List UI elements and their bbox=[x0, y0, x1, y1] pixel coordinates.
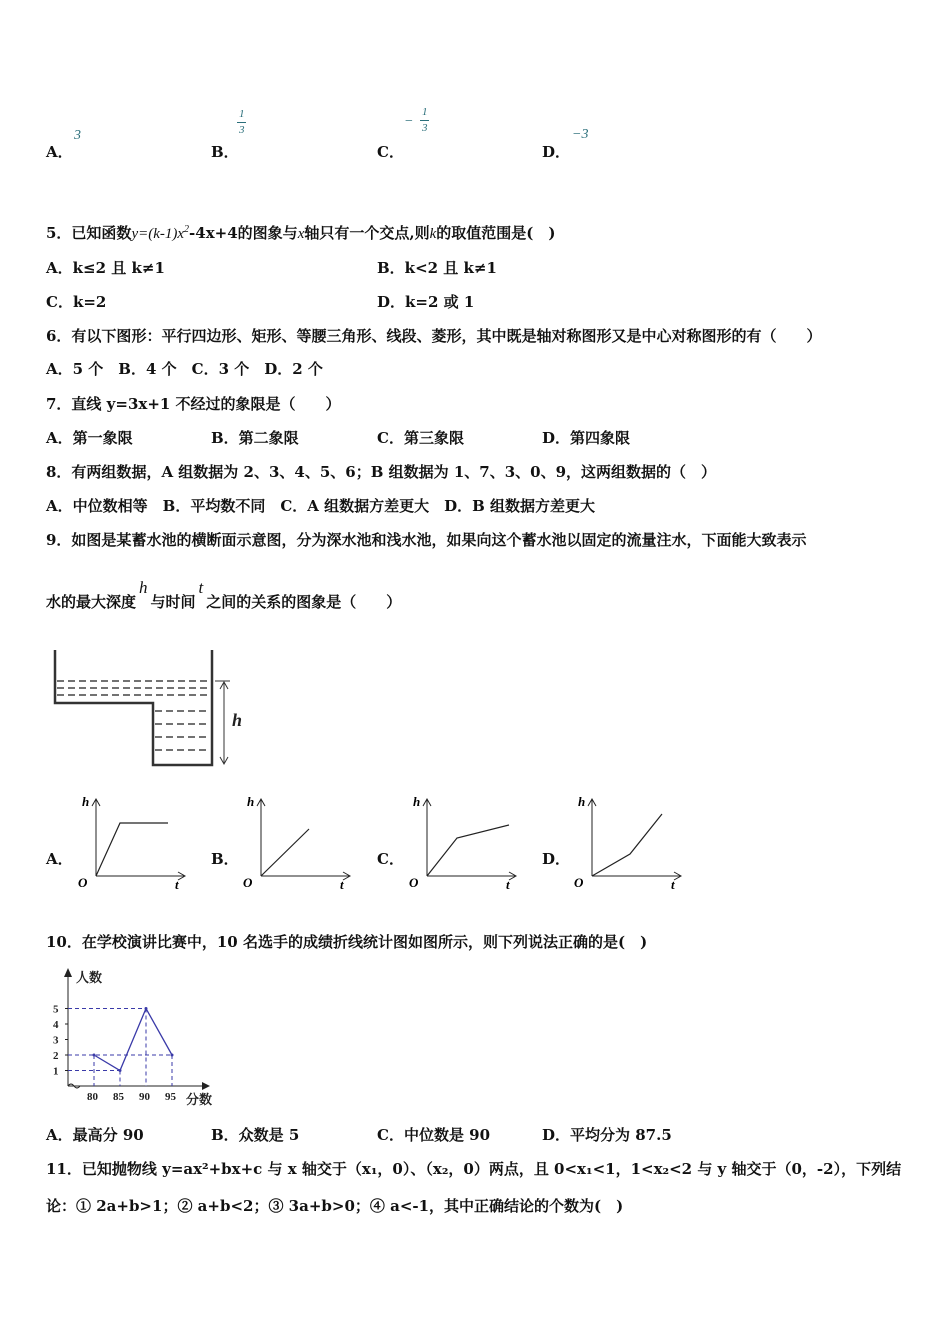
q4-option-b-label: B． bbox=[211, 143, 239, 161]
q10-option-d: D．平均分为 87.5 bbox=[542, 1126, 672, 1144]
q9-stem-part-b: 与时间 bbox=[150, 593, 196, 611]
chart-series-line bbox=[94, 1009, 172, 1071]
score-line-chart bbox=[44, 962, 224, 1112]
question-11-stem-line-2: 论：① 2a+b>1；② a+b<2；③ 3a+b>0；④ a<-1，其中正确结论的个数为( ) bbox=[46, 1197, 624, 1215]
q4-option-c-sign: − bbox=[405, 114, 413, 129]
q9-a-axis-t: t bbox=[175, 877, 179, 892]
q9-option-c-graph bbox=[403, 788, 523, 893]
chart-x-tick-label: 85 bbox=[113, 1091, 124, 1103]
q5-k-variable: k bbox=[429, 226, 437, 242]
q10-option-a: A．最高分 90 bbox=[46, 1126, 144, 1144]
chart-x-tick-label: 95 bbox=[165, 1091, 176, 1103]
chart-y-axis-arrow bbox=[64, 968, 72, 977]
q6-options: A．5 个 B．4 个 C．3 个 D．2 个 bbox=[46, 360, 323, 378]
question-7-stem: 7．直线 y=3x+1 不经过的象限是（ ） bbox=[46, 395, 341, 413]
question-5-stem bbox=[46, 222, 555, 243]
q5-option-a: A．k≤2 且 k≠1 bbox=[46, 259, 165, 277]
q10-option-b: B．众数是 5 bbox=[211, 1126, 300, 1144]
chart-y-tick-label: 1 bbox=[53, 1065, 59, 1078]
q5-stem-prefix: 5．已知函数 bbox=[46, 224, 132, 242]
q7-option-b: B．第二象限 bbox=[211, 429, 299, 447]
q4-option-d-label: D． bbox=[542, 143, 571, 161]
question-11-stem-line-1: 11．已知抛物线 y=ax²+bx+c 与 x 轴交于（x₁，0）、（x₂，0）两点，且 0<x₁<1，1<x₂<2 与 y 轴交于（0，-2），下列结 bbox=[46, 1160, 902, 1178]
question-9-stem-line-2 bbox=[46, 578, 402, 612]
question-10-stem: 10．在学校演讲比赛中，10 名选手的成绩折线统计图如图所示，则下列说法正确的是( ) bbox=[46, 933, 648, 951]
q5-option-b: B．k<2 且 k≠1 bbox=[377, 259, 497, 277]
q4-option-a-label: A． bbox=[46, 143, 73, 161]
q5-stem-middle: 的图象与 bbox=[237, 224, 298, 242]
q9-stem-part-c: 之间的关系的图象是（ ） bbox=[206, 593, 402, 611]
q9-option-b-graph bbox=[237, 788, 357, 893]
chart-data-point bbox=[171, 1054, 174, 1057]
q5-stem-middle-2: 轴只有一个交点,则 bbox=[304, 224, 430, 242]
q4-option-b-numerator: 1 bbox=[239, 108, 245, 120]
q9-b-axis-h: h bbox=[247, 794, 255, 809]
q9-d-curve bbox=[592, 814, 662, 876]
q9-option-a-label: A． bbox=[46, 850, 73, 868]
q9-b-origin: O bbox=[243, 875, 253, 890]
q4-option-b-denominator: 3 bbox=[239, 124, 245, 136]
chart-x-axis-arrow bbox=[202, 1082, 210, 1090]
q9-option-d-label: D． bbox=[542, 850, 571, 868]
q5-function: y=(k-1)x bbox=[131, 226, 185, 242]
question-6-stem: 6．有以下图形：平行四边形、矩形、等腰三角形、线段、菱形，其中既是轴对称图形又是中心对称图形的有（ ） bbox=[46, 327, 822, 345]
q7-option-d: D．第四象限 bbox=[542, 429, 631, 447]
q9-option-b-label: B． bbox=[211, 850, 239, 868]
q9-a-axis-h: h bbox=[82, 794, 90, 809]
q4-option-d-value: −3 bbox=[572, 127, 589, 142]
q9-option-a-graph bbox=[72, 788, 192, 893]
q9-c-curve bbox=[427, 825, 509, 876]
q9-a-curve bbox=[96, 823, 168, 876]
chart-x-tick-label: 80 bbox=[87, 1091, 98, 1103]
question-8-stem: 8．有两组数据，A 组数据为 2、3、4、5、6；B 组数据为 1、7、3、0、9，这两组数据的（ ） bbox=[46, 463, 717, 481]
q7-option-c: C．第三象限 bbox=[377, 429, 464, 447]
q5-option-c: C．k=2 bbox=[46, 293, 107, 311]
chart-y-tick-label: 5 bbox=[53, 1003, 59, 1016]
chart-data-point bbox=[119, 1069, 122, 1072]
reservoir-cross-section-diagram bbox=[50, 645, 250, 770]
q8-options: A．中位数相等 B．平均数不同 C．A 组数据方差更大 D．B 组数据方差更大 bbox=[46, 497, 596, 515]
q7-option-a: A．第一象限 bbox=[46, 429, 133, 447]
q4-option-c-numerator: 1 bbox=[422, 106, 428, 118]
q9-b-curve bbox=[261, 829, 309, 876]
chart-x-tick-label: 90 bbox=[139, 1091, 150, 1103]
chart-y-tick-label: 4 bbox=[53, 1019, 59, 1031]
q9-c-axis-h: h bbox=[413, 794, 421, 809]
q9-stem-part-a: 水的最大深度 bbox=[46, 593, 137, 611]
q9-b-axis-t: t bbox=[340, 877, 344, 892]
q5-function-tail: -4x+4 bbox=[189, 224, 238, 242]
chart-data-point bbox=[93, 1054, 96, 1057]
chart-y-axis-label: 人数 bbox=[76, 970, 103, 985]
q9-option-d-graph bbox=[568, 788, 688, 893]
q9-c-origin: O bbox=[409, 875, 419, 890]
q9-t-variable: t bbox=[198, 578, 204, 597]
q9-option-c-label: C． bbox=[377, 850, 404, 868]
q5-option-d: D．k=2 或 1 bbox=[377, 293, 475, 311]
q9-d-origin: O bbox=[574, 875, 584, 890]
q5-stem-suffix: 的取值范围是( ) bbox=[436, 224, 556, 242]
chart-x-axis-label: 分数 bbox=[186, 1092, 213, 1107]
q9-d-axis-t: t bbox=[671, 877, 675, 892]
q4-option-a-value: 3 bbox=[74, 128, 81, 143]
q9-h-variable: h bbox=[139, 578, 148, 597]
q9-c-axis-t: t bbox=[506, 877, 510, 892]
question-9-stem-line-1: 9．如图是某蓄水池的横断面示意图，分为深水池和浅水池，如果向这个蓄水池以固定的流量注水，下面能大致表示 bbox=[46, 531, 807, 549]
q5-x-variable: x bbox=[297, 226, 305, 242]
q4-option-c-label: C． bbox=[377, 143, 404, 161]
chart-data-point bbox=[145, 1007, 148, 1010]
q9-d-axis-h: h bbox=[578, 794, 586, 809]
q4-option-c-denominator: 3 bbox=[422, 122, 428, 134]
q4-option-c-fraction-bar bbox=[420, 120, 429, 121]
q4-option-b-fraction-bar bbox=[237, 122, 246, 123]
q9-a-origin: O bbox=[78, 875, 88, 890]
reservoir-outline bbox=[55, 650, 212, 765]
chart-y-tick-label: 3 bbox=[53, 1034, 59, 1047]
depth-label-h: h bbox=[232, 710, 243, 730]
chart-y-tick-label: 2 bbox=[53, 1050, 59, 1062]
q10-option-c: C．中位数是 90 bbox=[377, 1126, 491, 1144]
water-level-dashes bbox=[57, 681, 210, 750]
q5-function-exponent: 2 bbox=[184, 224, 190, 235]
